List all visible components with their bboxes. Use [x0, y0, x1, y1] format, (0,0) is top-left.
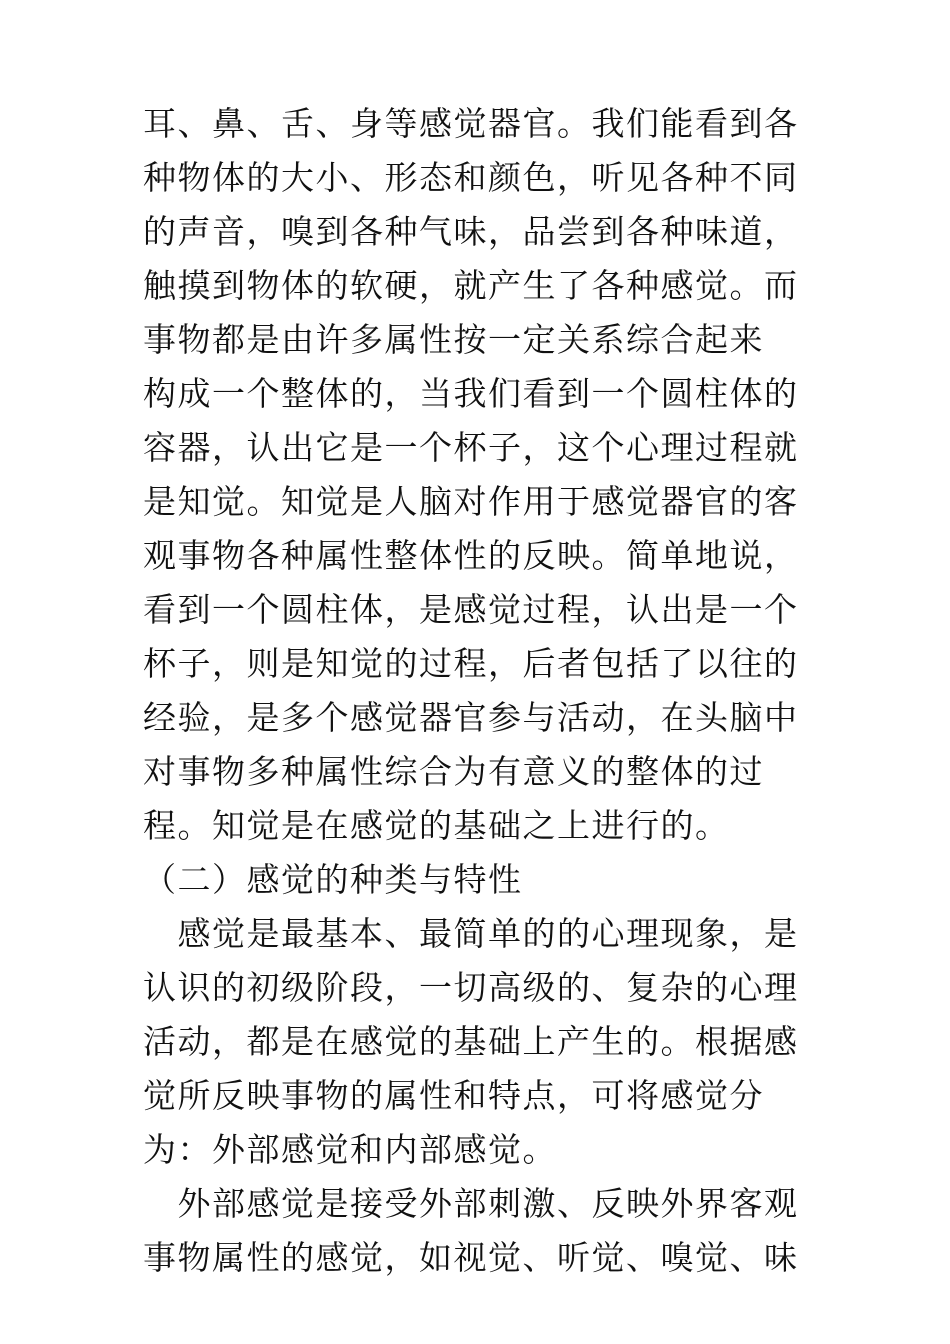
text-line: 的声音，嗅到各种气味，品尝到各种味道，: [143, 212, 799, 251]
text-line: 对事物多种属性综合为有意义的整体的过: [143, 752, 764, 791]
text-line: 观事物各种属性整体性的反映。简单地说，: [143, 536, 799, 575]
text-line: 认识的初级阶段，一切高级的、复杂的心理: [143, 968, 799, 1007]
text-line: 觉所反映事物的属性和特点，可将感觉分: [143, 1076, 764, 1115]
text-line: 触摸到物体的软硬，就产生了各种感觉。而: [143, 266, 799, 305]
text-line: 外部感觉是接受外部刺激、反映外界客观: [143, 1184, 799, 1223]
text-line: 耳、鼻、舌、身等感觉器官。我们能看到各: [143, 104, 799, 143]
text-line: 为：外部感觉和内部感觉。: [143, 1130, 557, 1169]
text-line: 看到一个圆柱体，是感觉过程，认出是一个: [143, 590, 799, 629]
text-line: 种物体的大小、形态和颜色，听见各种不同: [143, 158, 799, 197]
text-line: 经验，是多个感觉器官参与活动，在头脑中: [143, 698, 799, 737]
text-line: 程。知觉是在感觉的基础之上进行的。: [143, 806, 730, 845]
text-line: 事物属性的感觉，如视觉、听觉、嗅觉、味: [143, 1238, 799, 1277]
text-line: 容器，认出它是一个杯子，这个心理过程就: [143, 428, 799, 467]
text-line: 活动，都是在感觉的基础上产生的。根据感: [143, 1022, 799, 1061]
section-heading: （二）感觉的种类与特性: [143, 860, 523, 899]
text-line: 感觉是最基本、最简单的的心理现象，是: [143, 914, 799, 953]
text-line: 杯子，则是知觉的过程，后者包括了以往的: [143, 644, 799, 683]
text-line: 是知觉。知觉是人脑对作用于感觉器官的客: [143, 482, 799, 521]
document-body: [143, 97, 808, 1285]
text-line: 事物都是由许多属性按一定关系综合起来: [143, 320, 764, 359]
text-line: 构成一个整体的，当我们看到一个圆柱体的: [143, 374, 799, 413]
